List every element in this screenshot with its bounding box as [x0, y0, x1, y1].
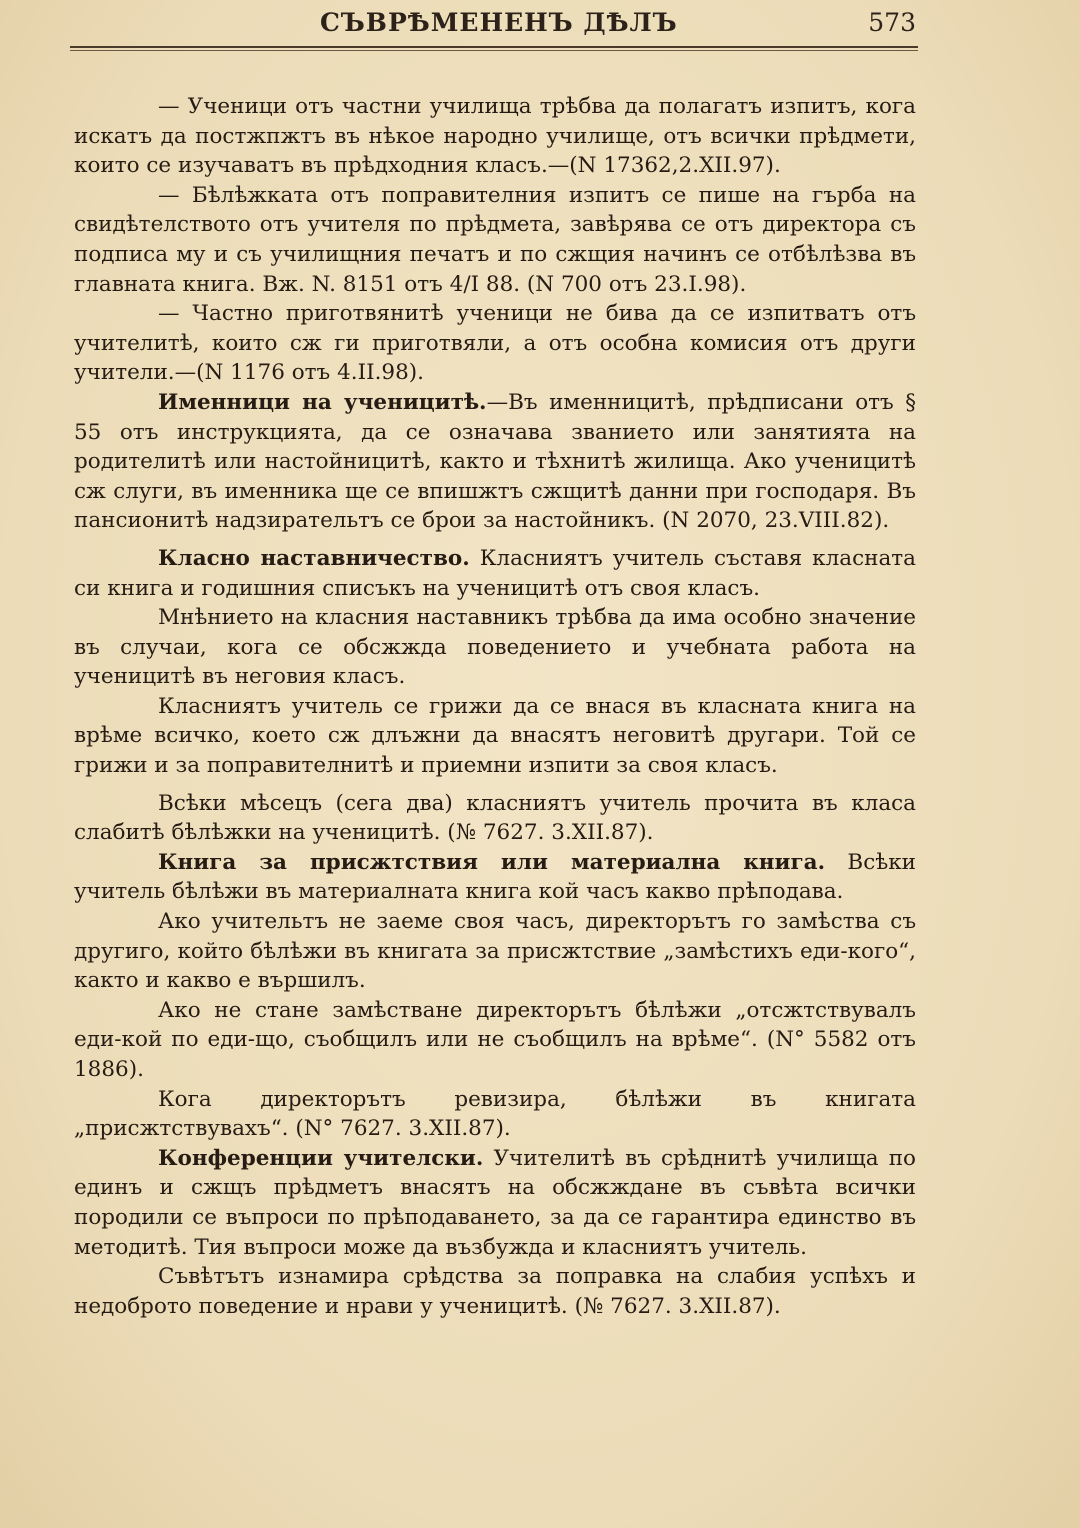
paragraph	[74, 603, 916, 692]
section-heading: Класно наставничество.	[158, 545, 470, 571]
paragraph	[74, 181, 916, 299]
paragraph-text: — Частно приготвянитѣ ученици не бива да се изпитватъ отъ учителитѣ, които сж ги приготвяли, а отъ особна комисия отъ други учители.—(N 1176 отъ 4.II.98).	[74, 301, 916, 386]
section-heading: Именници на ученицитѣ.	[158, 389, 487, 415]
paragraph-text: Съвѣтътъ изнамира срѣдства за поправка на слабия успѣхъ и недоброто поведение и нрави у ученицитѣ. (№ 7627. 3.XII.87).	[74, 1264, 916, 1319]
paragraph	[74, 1144, 916, 1262]
header-rule-thin	[70, 50, 918, 51]
paragraph-text: Кога директорътъ ревизира, бѣлѣжи въ книгата „присжтствувахъ“. (N° 7627. 3.XII.87).	[74, 1086, 916, 1142]
paragraph	[74, 544, 916, 603]
running-title: СЪВРѢМЕНЕНЪ ДѢЛЪ	[320, 8, 678, 37]
paragraph-text: Ако не стане замѣстване директорътъ бѣлѣжи „отсжтствувалъ еди-кой по еди-що, съобщилъ или не съобщилъ на врѣме“. (N° 5582 отъ 1886).	[74, 997, 916, 1082]
paragraph-text: Всѣки учитель бѣлѣжи въ материалната книга кой часъ какво прѣподава.	[74, 849, 916, 905]
paragraph-text: — Ученици отъ частни училища трѣбва да полагатъ изпитъ, кога искатъ да постжпжтъ въ нѣкое народно училище, отъ всички прѣдмети, които се изучаватъ въ прѣдходния класъ.—(N 17362,2.XII.97).	[74, 94, 916, 179]
paragraph	[74, 92, 916, 181]
paragraph	[74, 1262, 916, 1321]
header-rule	[70, 46, 918, 48]
paragraph	[74, 848, 916, 907]
paragraph-text: — Бѣлѣжката отъ поправителния изпитъ се пише на гърба на свидѣтелството отъ учителя по прѣдмета, завѣрява се отъ директора съ подписа му и съ училищния печатъ и по сжщия начинъ се отбѣлѣзва въ главната книга. Вж. N. 8151 отъ 4/I 88. (N 700 отъ 23.I.98).	[74, 182, 916, 297]
paragraph	[74, 388, 916, 536]
page-number: 573	[868, 8, 916, 37]
paragraph	[74, 907, 916, 996]
paragraph-text: Всѣки мѣсецъ (сега два) класниятъ учитель прочита въ класа слабитѣ бѣлѣжки на ученицитѣ. (№ 7627. 3.XII.87).	[74, 790, 916, 846]
paragraph	[74, 1085, 916, 1144]
page-header	[70, 0, 920, 46]
paragraph	[74, 789, 916, 848]
paragraph	[74, 299, 916, 388]
paragraph-text: Учителитѣ въ срѣднитѣ училища по единъ и сжщъ прѣдметъ внасятъ на обсжждане въ съвѣта всички породили се въпроси по прѣподаването, за да се гарантира единство въ методитѣ. Тия въпроси може да възбужда и класниятъ учитель.	[74, 1145, 916, 1260]
paragraph-text: Ако учительтъ не заеме своя часъ, директорътъ го замѣства съ другиго, който бѣлѣжи въ книгата за присжтствие „замѣстихъ еди-кого“, както и какво е вършилъ.	[74, 909, 916, 994]
section-heading: Конференции учителски.	[158, 1145, 484, 1171]
paragraph-text: Мнѣнието на класния наставникъ трѣбва да има особно значение въ случаи, кога се обсжжда поведението и учебната работа на ученицитѣ въ неговия класъ.	[74, 605, 916, 690]
paragraph	[74, 996, 916, 1085]
paragraph-text: Класниятъ учитель съставя класната си книга и годишния списъкъ на ученицитѣ отъ своя класъ.	[74, 545, 916, 601]
body-text	[74, 92, 916, 1321]
paragraph-text: Класниятъ учитель се грижи да се внася въ класната книга на врѣме всичко, което сж длъжни да внасятъ неговитѣ другари. Той се грижи и за поправителнитѣ и приемни изпити за своя класъ.	[74, 693, 916, 779]
paragraph	[74, 692, 916, 781]
section-heading: Книга за присжтствия или материална книга.	[158, 849, 826, 875]
paragraph-text: —Въ именницитѣ, прѣдписани отъ § 55 отъ инструкцията, да се означава званието или занятията на родителитѣ или настойницитѣ, както и тѣхнитѣ жилища. Ако ученицитѣ сж слуги, въ именника ще се впишжтъ сжщитѣ данни при господаря. Въ пансионитѣ надзирательтъ се брои за настойникъ. (N 2070, 23.VIII.82).	[74, 389, 916, 534]
